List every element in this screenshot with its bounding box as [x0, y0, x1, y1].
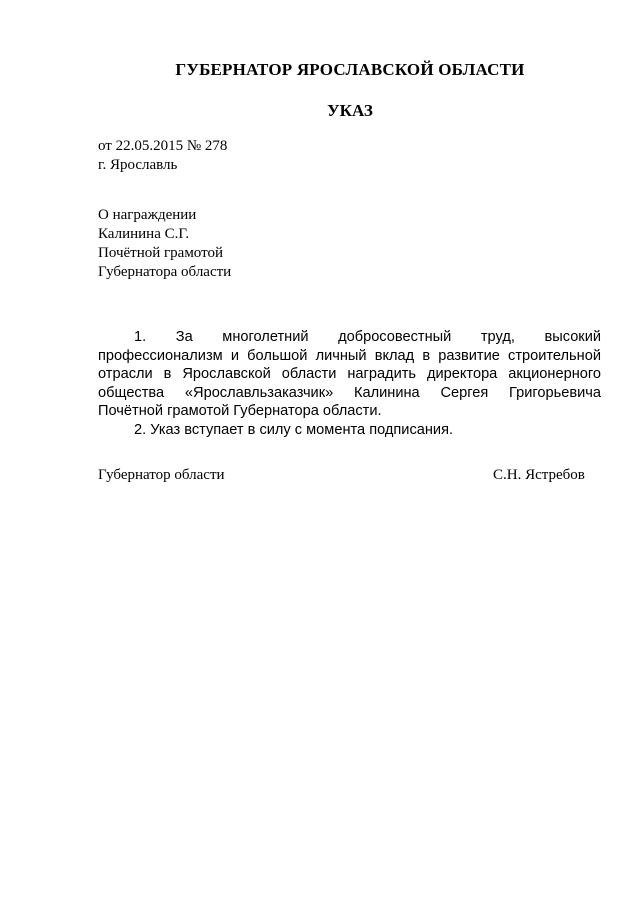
- date-number: от 22.05.2015 № 278: [98, 138, 228, 154]
- city: г. Ярославль: [98, 157, 178, 173]
- document-subject: [98, 206, 231, 282]
- issuing-authority: ГУБЕРНАТОР ЯРОСЛАВСКОЙ ОБЛАСТИ: [175, 60, 525, 79]
- signatory-name: С.Н. Ястребов: [493, 467, 585, 483]
- document-meta: [98, 137, 227, 175]
- subject-line: Губернатора области: [98, 264, 232, 280]
- signatory-position: Губернатор области: [98, 467, 225, 483]
- subject-line: О награждении: [98, 207, 197, 223]
- document-body: [98, 328, 601, 439]
- document-type: УКАЗ: [327, 101, 373, 120]
- body-paragraph: 2. Указ вступает в силу с момента подписания.: [134, 421, 454, 438]
- subject-line: Калинина С.Г.: [98, 226, 190, 242]
- body-paragraph: 1. За многолетний добросовестный труд, высокий профессионализм и большой личный вклад в развитие строительной отрасли в Ярославской области наградить директора акционерного общества «Ярославльзаказчик» Калинина Сергея Григорьевича Почётной грамотой Губернатора области.: [98, 329, 601, 419]
- subject-line: Почётной грамотой: [98, 245, 223, 261]
